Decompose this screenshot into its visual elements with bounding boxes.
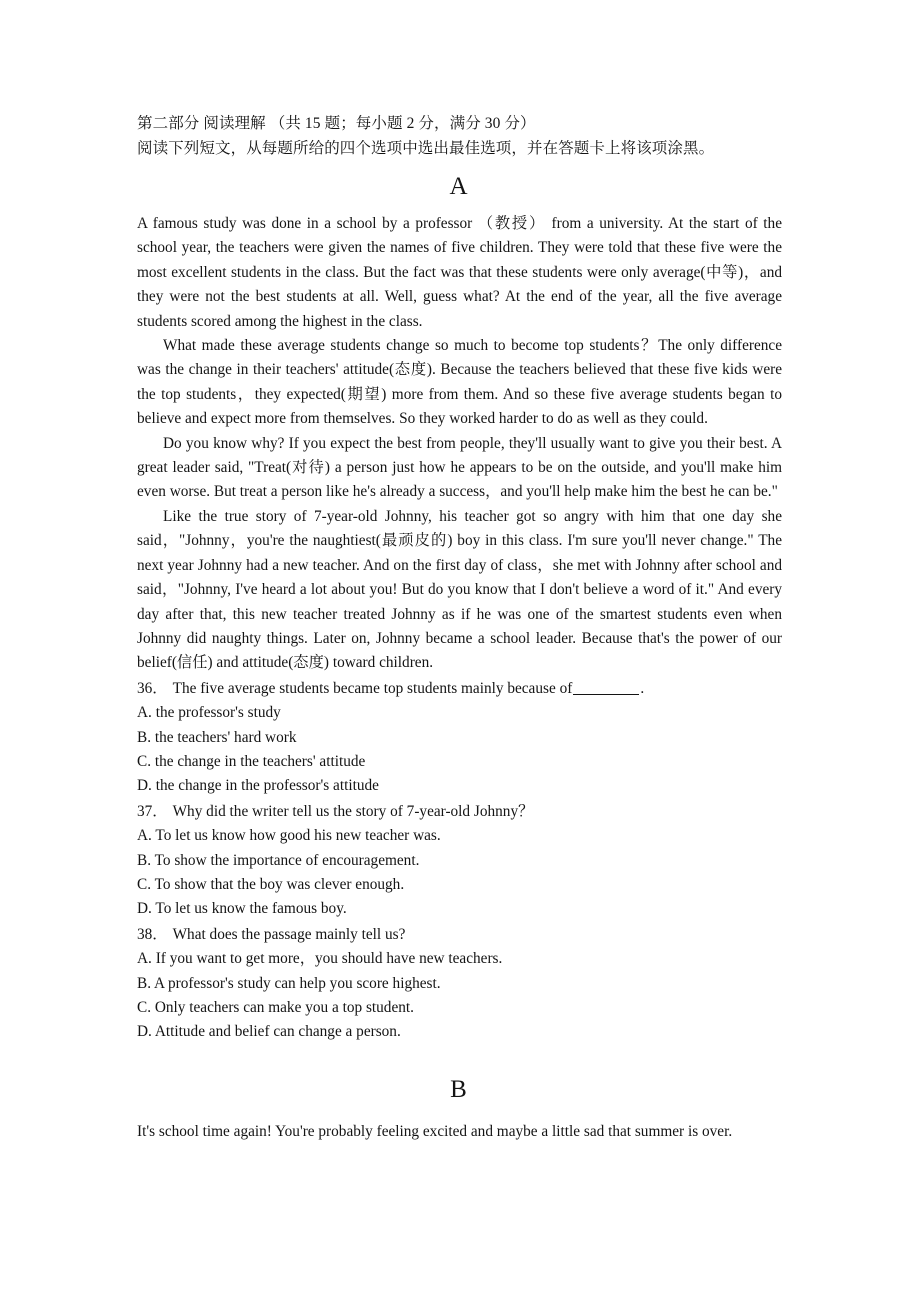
question-38-option-d[interactable]: D. Attitude and belief can change a person. bbox=[137, 1023, 401, 1041]
question-36-option-a[interactable]: A. the professor's study bbox=[137, 704, 281, 722]
passage-a-paragraph-2: What made these average students change so much to become top students？The only difference was the change in their teachers' attitude(态度). Because the teachers believed that these five kids were the top students，they expected(期望) more from them. And so these five average students began to believe and expect more from themselves. So they worked harder to do as well as they could. bbox=[137, 337, 782, 428]
passage-letter-a: A bbox=[449, 173, 468, 200]
passage-letter-b: B bbox=[450, 1075, 467, 1103]
passage-b-paragraph-1: It's school time again! You're probably feeling excited and maybe a little sad that summer is over. bbox=[137, 1122, 733, 1140]
question-38-stem bbox=[137, 923, 782, 947]
question-37 bbox=[137, 800, 782, 922]
question-37-option-d[interactable]: D. To let us know the famous boy. bbox=[137, 900, 347, 918]
question-36-stem-tail: . bbox=[640, 679, 645, 697]
question-36-option-d[interactable]: D. the change in the professor's attitude bbox=[137, 777, 379, 795]
instruction-line: 阅读下列短文，从每题所给的四个选项中选出最佳选项，并在答题卡上将该项涂黑。 bbox=[137, 140, 715, 157]
question-36-option-b[interactable]: B. the teachers' hard work bbox=[137, 728, 297, 746]
question-36-option-c[interactable]: C. the change in the teachers' attitude bbox=[137, 752, 366, 770]
question-38-option-a[interactable]: A. If you want to get more，you should have new teachers. bbox=[137, 950, 503, 968]
question-37-text: Why did the writer tell us the story of 7-year-old Johnny？ bbox=[172, 802, 534, 820]
question-38 bbox=[137, 923, 782, 1045]
question-38-text: What does the passage mainly tell us? bbox=[172, 925, 406, 943]
question-36-number: 36． bbox=[137, 679, 168, 697]
question-36 bbox=[137, 677, 782, 799]
question-38-number: 38． bbox=[137, 925, 168, 943]
question-37-option-b[interactable]: B. To show the importance of encouragement. bbox=[137, 851, 420, 869]
passage-a-paragraph-4: Like the true story of 7-year-old Johnny, his teacher got so angry with him that one day she said，"Johnny，you're the naughtiest(最顽皮的) boy in this class. I'm sure you'll never change." The next year Johnny had a new teacher. And on the first day of class，she met with Johnny after school and said，"Johnny, I've heard a lot about you! But do you know that I don't believe a word of it." And every day after that, this new teacher treated Johnny as if he was one of the smartest students even when Johnny did naughty things. Later on, Johnny became a school leader. Because that's the power of our belief(信任) and attitude(态度) toward children. bbox=[137, 507, 782, 672]
question-38-option-b[interactable]: B. A professor's study can help you score highest. bbox=[137, 974, 441, 992]
question-36-stem bbox=[137, 677, 782, 701]
question-36-answer-blank[interactable] bbox=[573, 694, 639, 695]
question-36-text: The five average students became top students mainly because of bbox=[172, 679, 573, 697]
question-38-option-c[interactable]: C. Only teachers can make you a top student. bbox=[137, 999, 414, 1016]
passage-a-paragraph-3: Do you know why? If you expect the best from people, they'll usually want to give you their best. A great leader said, "Treat(对待) a person just how he appears to be on the outside, and you'll make him even worse. But treat a person like he's already a success，and you'll help make him the best he can be." bbox=[137, 434, 782, 501]
question-37-option-a[interactable]: A. To let us know how good his new teacher was. bbox=[137, 827, 441, 845]
passage-a-paragraph-1: A famous study was done in a school by a professor （教授） from a university. At the start of the school year, the teachers were given the names of five children. They were told that these five were the most excellent students in the class. But the fact was that these students were only average(中等)，and they were not the best students at all. Well, guess what? At the end of the year, all the five average students scored among the highest in the class. bbox=[137, 215, 782, 330]
document-body bbox=[137, 112, 782, 1144]
question-37-stem bbox=[137, 800, 782, 824]
question-37-number: 37． bbox=[137, 802, 168, 820]
question-37-option-c[interactable]: C. To show that the boy was clever enough. bbox=[137, 875, 405, 893]
section-heading: 第二部分 阅读理解 （共 15 题；每小题 2 分，满分 30 分） bbox=[137, 115, 536, 132]
